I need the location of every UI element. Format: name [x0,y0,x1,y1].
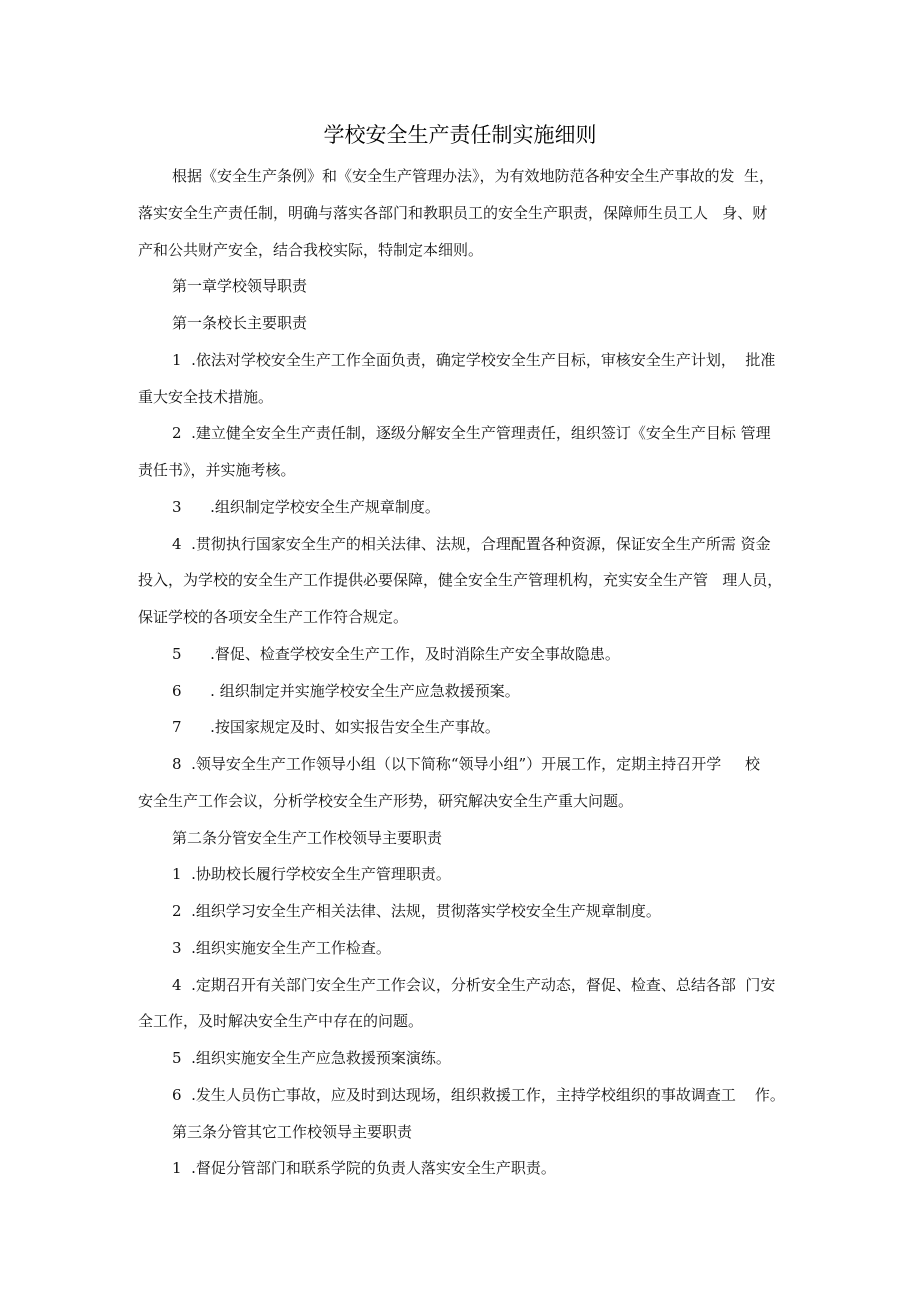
paragraph-line: 2 .建立健全安全生产责任制，逐级分解安全生产管理责任，组织签订《安全生产目标 管理 [172,424,771,443]
paragraph [138,930,798,967]
paragraph-line: 1 .协助校长履行学校安全生产管理职责。 [172,865,451,884]
paragraph-line: 全工作，及时解决安全生产中存在的问题。 [138,1012,424,1031]
paragraph [138,636,798,673]
paragraph [138,1114,798,1151]
paragraph-line: 投入，为学校的安全生产工作提供必要保障，健全安全生产管理机构，充实安全生产管 理人员， [138,571,783,590]
paragraph [138,526,798,636]
paragraph-line: 根据《安全生产条例》和《安全生产管理办法》，为有效地防范各种安全生产事故的发 生， [172,167,775,185]
paragraph-line: 重大安全技术措施。 [138,387,274,406]
paragraph-line: 5 .督促、检查学校安全生产工作，及时消除生产安全事故隐患。 [172,644,620,663]
paragraph-line: 6 . 组织制定并实施学校安全生产应急救援预案。 [172,681,520,700]
paragraph-line: 6 .发生人员伤亡事故，应及时到达现场，组织救援工作，主持学校组织的事故调查工 作。 [172,1085,785,1104]
paragraph-line: 第三条分管其它工作校领导主要职责 [172,1122,413,1141]
paragraph-line: 3 .组织制定学校安全生产规章制度。 [172,497,440,516]
paragraph [138,158,798,268]
paragraph [138,1040,798,1077]
paragraph [138,673,798,710]
paragraph [138,305,798,342]
paragraph [138,856,798,893]
paragraph [138,746,798,820]
paragraph [138,342,798,416]
paragraph-line: 责任书》，并实施考核。 [138,461,296,479]
paragraph [138,709,798,746]
paragraph-line: 3 .组织实施安全生产工作检查。 [172,938,391,957]
paragraph-line: 2 .组织学习安全生产相关法律、法规，贯彻落实学校安全生产规章制度。 [172,902,661,920]
paragraph-line: 第一章学校领导职责 [172,277,308,296]
paragraph [138,893,798,930]
paragraph-line: 7 .按国家规定及时、如实报告安全生产事故。 [172,718,500,737]
paragraph [138,1077,798,1114]
paragraph-line: 1 .依法对学校安全生产工作全面负责，确定学校安全生产目标，审核安全生产计划， 批准 [172,350,776,369]
paragraph-line: 4 .定期召开有关部门安全生产工作会议，分析安全生产动态，督促、检查、总结各部 门安 [172,975,776,994]
paragraph-line: 5 .组织实施安全生产应急救援预案演练。 [172,1049,451,1067]
document-body [138,158,798,1187]
paragraph-line: 落实安全生产责任制，明确与落实各部门和教职员工的安全生产职责，保障师生员工人 身、财 [138,203,768,222]
paragraph-line: 4 .贯彻执行国家安全生产的相关法律、法规，合理配置各种资源，保证安全生产所需 资金 [172,534,771,553]
paragraph [138,415,798,489]
paragraph [138,967,798,1041]
paragraph [138,820,798,857]
paragraph-line: 1 .督促分管部门和联系学院的负责人落实安全生产职责。 [172,1159,556,1178]
paragraph [138,268,798,305]
paragraph-line: 第一条校长主要职责 [172,314,308,332]
paragraph [138,1150,798,1187]
paragraph-line: 安全生产工作会议，分析学校安全生产形势，研究解决安全生产重大问题。 [138,791,634,810]
paragraph-line: 保证学校的各项安全生产工作符合规定。 [138,608,409,626]
paragraph-line: 8 .领导安全生产工作领导小组（以下简称“领导小组”）开展工作，定期主持召开学 校 [172,755,761,773]
paragraph-line: 产和公共财产安全，结合我校实际，特制定本细则。 [138,240,484,259]
paragraph [138,489,798,526]
paragraph-line: 第二条分管安全生产工作校领导主要职责 [172,828,443,847]
document-title: 学校安全生产责任制实施细则 [323,123,597,147]
